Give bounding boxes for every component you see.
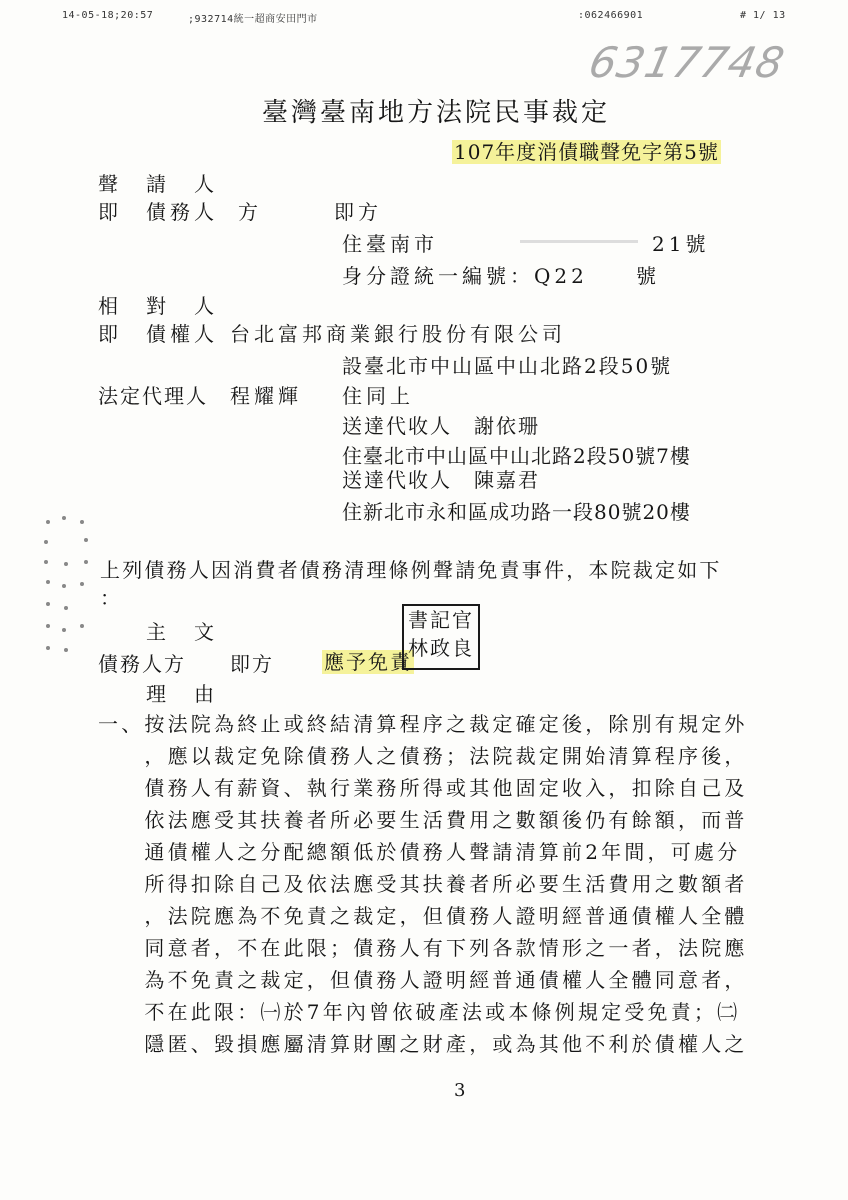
fax-datetime: 14-05-18;20:57 <box>62 10 154 21</box>
rep-role: 法定代理人 <box>98 384 208 408</box>
stamp-title: 書記官 <box>408 608 474 632</box>
stamp-name: 林政良 <box>408 636 474 660</box>
debtor-address-prefix: 住臺南市 <box>342 232 438 256</box>
agent1-address: 住臺北市中山區中山北路2段50號7樓 <box>342 444 691 468</box>
reason-line: 一、按法院為終止或終結清算程序之裁定確定後，除別有規定外 <box>98 712 748 736</box>
reason-line: 為不免責之裁定，但債務人證明經普通債權人全體同意者， <box>98 968 748 992</box>
creditor-name: 台北富邦商業銀行股份有限公司 <box>230 322 566 346</box>
rep-address: 住同上 <box>342 384 414 408</box>
creditor-address: 設臺北市中山區中山北路2段50號 <box>342 354 673 378</box>
fax-sender: ;932714統一超商安田門市 <box>188 14 318 25</box>
debtor-address-suffix: 21號 <box>652 232 710 256</box>
court-title: 臺灣臺南地方法院民事裁定 <box>262 98 611 128</box>
fax-number: :062466901 <box>578 10 644 21</box>
reason-line: ，法院應為不免責之裁定，但債務人證明經普通債權人全體 <box>98 904 748 928</box>
reason-line: 隱匿、毀損應屬清算財團之財產，或為其他不利於債權人之 <box>98 1032 748 1056</box>
main-text-heading: 主 文 <box>146 620 218 644</box>
reason-line: 同意者，不在此限；債務人有下列各款情形之一者，法院應 <box>98 936 748 960</box>
debtor-name: 方 即方 <box>238 200 382 224</box>
main-text-debtor: 債務人方 即方 <box>98 652 274 676</box>
intro-line-1: 上列債務人因消費者債務清理條例聲請免責事件，本院裁定如下 <box>100 558 722 582</box>
creditor-role: 即 債權人 <box>98 322 218 346</box>
handwritten-number: 6317748 <box>584 38 790 87</box>
reason-line: 債務人有薪資、執行業務所得或其他固定收入，扣除自己及 <box>98 776 748 800</box>
applicant-label: 聲 請 人 <box>98 172 218 196</box>
debtor-id-label: 身分證統一編號：Q22 <box>342 264 588 288</box>
case-number-text: 107年度消債職聲免字第5號 <box>454 140 719 164</box>
clerk-stamp <box>402 604 480 670</box>
fax-page: # 1/ 13 <box>740 10 786 21</box>
agent1-label: 送達代收人 謝依珊 <box>342 414 540 438</box>
reason-line: 通債權人之分配總額低於債務人聲請清算前2年間，可處分 <box>98 840 741 864</box>
reason-line: 不在此限：㈠於7年內曾依破產法或本條例規定受免責；㈡ <box>98 1000 741 1024</box>
respondent-label: 相 對 人 <box>98 294 218 318</box>
redaction-mark <box>520 240 638 243</box>
reasons-heading: 理 由 <box>146 682 218 706</box>
rep-name: 程耀輝 <box>230 384 302 408</box>
debtor-role: 即 債務人 <box>98 200 218 224</box>
agent2-label: 送達代收人 陳嘉君 <box>342 468 540 492</box>
reason-line: ，應以裁定免除債務人之債務；法院裁定開始清算程序後， <box>98 744 748 768</box>
main-text-ruling: 應予免責 <box>324 650 412 674</box>
reason-line: 所得扣除自己及依法應受其扶養者所必要生活費用之數額者 <box>98 872 748 896</box>
reason-line: 依法應受其扶養者所必要生活費用之數額後仍有餘額，而普 <box>98 808 748 832</box>
debtor-id-suffix: 號 <box>636 264 660 288</box>
main-text-ruling-wrap <box>322 646 414 675</box>
intro-line-2: ： <box>100 586 124 610</box>
page-number: 3 <box>454 1080 466 1101</box>
agent2-address: 住新北市永和區成功路一段80號20樓 <box>342 500 691 524</box>
case-number <box>452 136 721 165</box>
